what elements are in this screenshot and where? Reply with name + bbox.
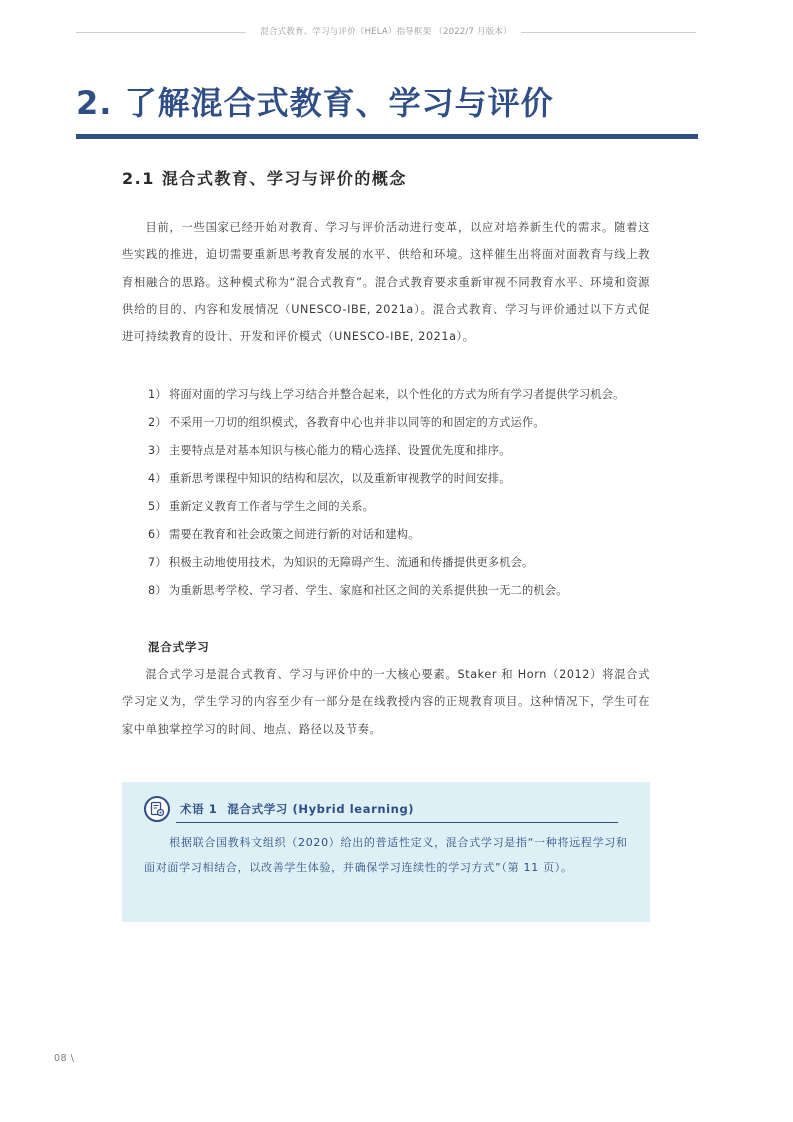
chapter-title: 2. 了解混合式教育、学习与评价 xyxy=(76,84,554,122)
list-item xyxy=(148,521,625,549)
list-item-text: 将面对面的学习与线上学习结合并整合起来，以个性化的方式为所有学习者提供学习机会。 xyxy=(169,388,625,401)
list-item-number: 2） xyxy=(148,416,167,429)
list-item-text: 为重新思考学校、学习者、学生、家庭和社区之间的关系提供独一无二的机会。 xyxy=(169,584,568,597)
subsection-title: 混合式学习 xyxy=(148,640,210,654)
term-label: 术语 1 xyxy=(180,802,218,816)
list-item-text: 重新思考课程中知识的结构和层次，以及重新审视教学的时间安排。 xyxy=(169,472,511,485)
list-item-text: 需要在教育和社会政策之间进行新的对话和建构。 xyxy=(169,528,420,541)
list-item xyxy=(148,465,625,493)
chapter-divider xyxy=(76,134,698,139)
document-gear-icon xyxy=(144,796,170,822)
list-item xyxy=(148,381,625,409)
list-item-number: 7） xyxy=(148,556,167,569)
term-title xyxy=(180,799,414,819)
term-box xyxy=(122,782,650,922)
feature-list xyxy=(148,381,625,605)
list-item-text: 积极主动地使用技术，为知识的无障碍产生、流通和传播提供更多机会。 xyxy=(169,556,534,569)
list-item xyxy=(148,409,625,437)
term-divider xyxy=(176,822,618,823)
list-item-number: 1） xyxy=(148,388,167,401)
list-item-number: 4） xyxy=(148,472,167,485)
list-item-number: 6） xyxy=(148,528,167,541)
list-item-text: 重新定义教育工作者与学生之间的关系。 xyxy=(169,500,374,513)
list-item-text: 不采用一刀切的组织模式，各教育中心也并非以同等的和固定的方式运作。 xyxy=(169,416,545,429)
page-number: 08 \ xyxy=(54,1053,75,1064)
list-item xyxy=(148,549,625,577)
section-title: 2.1 混合式教育、学习与评价的概念 xyxy=(122,169,407,188)
list-item xyxy=(148,493,625,521)
subsection-paragraph: 混合式学习是混合式教育、学习与评价中的一大核心要素。Staker 和 Horn（2012）将混合式学习定义为，学生学习的内容至少有一部分是在线教授内容的正规教育项目。这种情况下，学生可在家中单独掌控学习的时间、地点、路径以及节奏。 xyxy=(122,668,650,736)
term-definition: 根据联合国教科文组织（2020）给出的普适性定义，混合式学习是指“一种将远程学习和面对面学习相结合，以改善学生体验，并确保学习连续性的学习方式”（第 11 页）。 xyxy=(144,836,628,874)
list-item xyxy=(148,437,625,465)
list-item-number: 3） xyxy=(148,444,167,457)
term-name: 混合式学习 (Hybrid learning) xyxy=(227,802,415,816)
list-item-number: 8） xyxy=(148,584,167,597)
header-text: 混合式教育、学习与评价（HELA）指导框架 （2022/7 月版本） xyxy=(260,27,512,37)
header-rule-right xyxy=(521,32,696,33)
running-header xyxy=(76,24,696,40)
list-item-text: 主要特点是对基本知识与核心能力的精心选择、设置优先度和排序。 xyxy=(169,444,511,457)
intro-paragraph: 目前，一些国家已经开始对教育、学习与评价活动进行变革，以应对培养新生代的需求。随着这些实践的推进，迫切需要重新思考教育发展的水平、供给和环境。这样催生出将面对面教育与线上教育相融合的思路。这种模式称为“混合式教育”。混合式教育要求重新审视不同教育水平、环境和资源供给的目的、内容和发展情况（UNESCO-IBE, 2021a）。混合式教育、学习与评价通过以下方式促进可持续教育的设计、开发和评价模式（UNESCO-IBE, 2021a）。 xyxy=(122,221,650,344)
list-item xyxy=(148,577,625,605)
list-item-number: 5） xyxy=(148,500,167,513)
